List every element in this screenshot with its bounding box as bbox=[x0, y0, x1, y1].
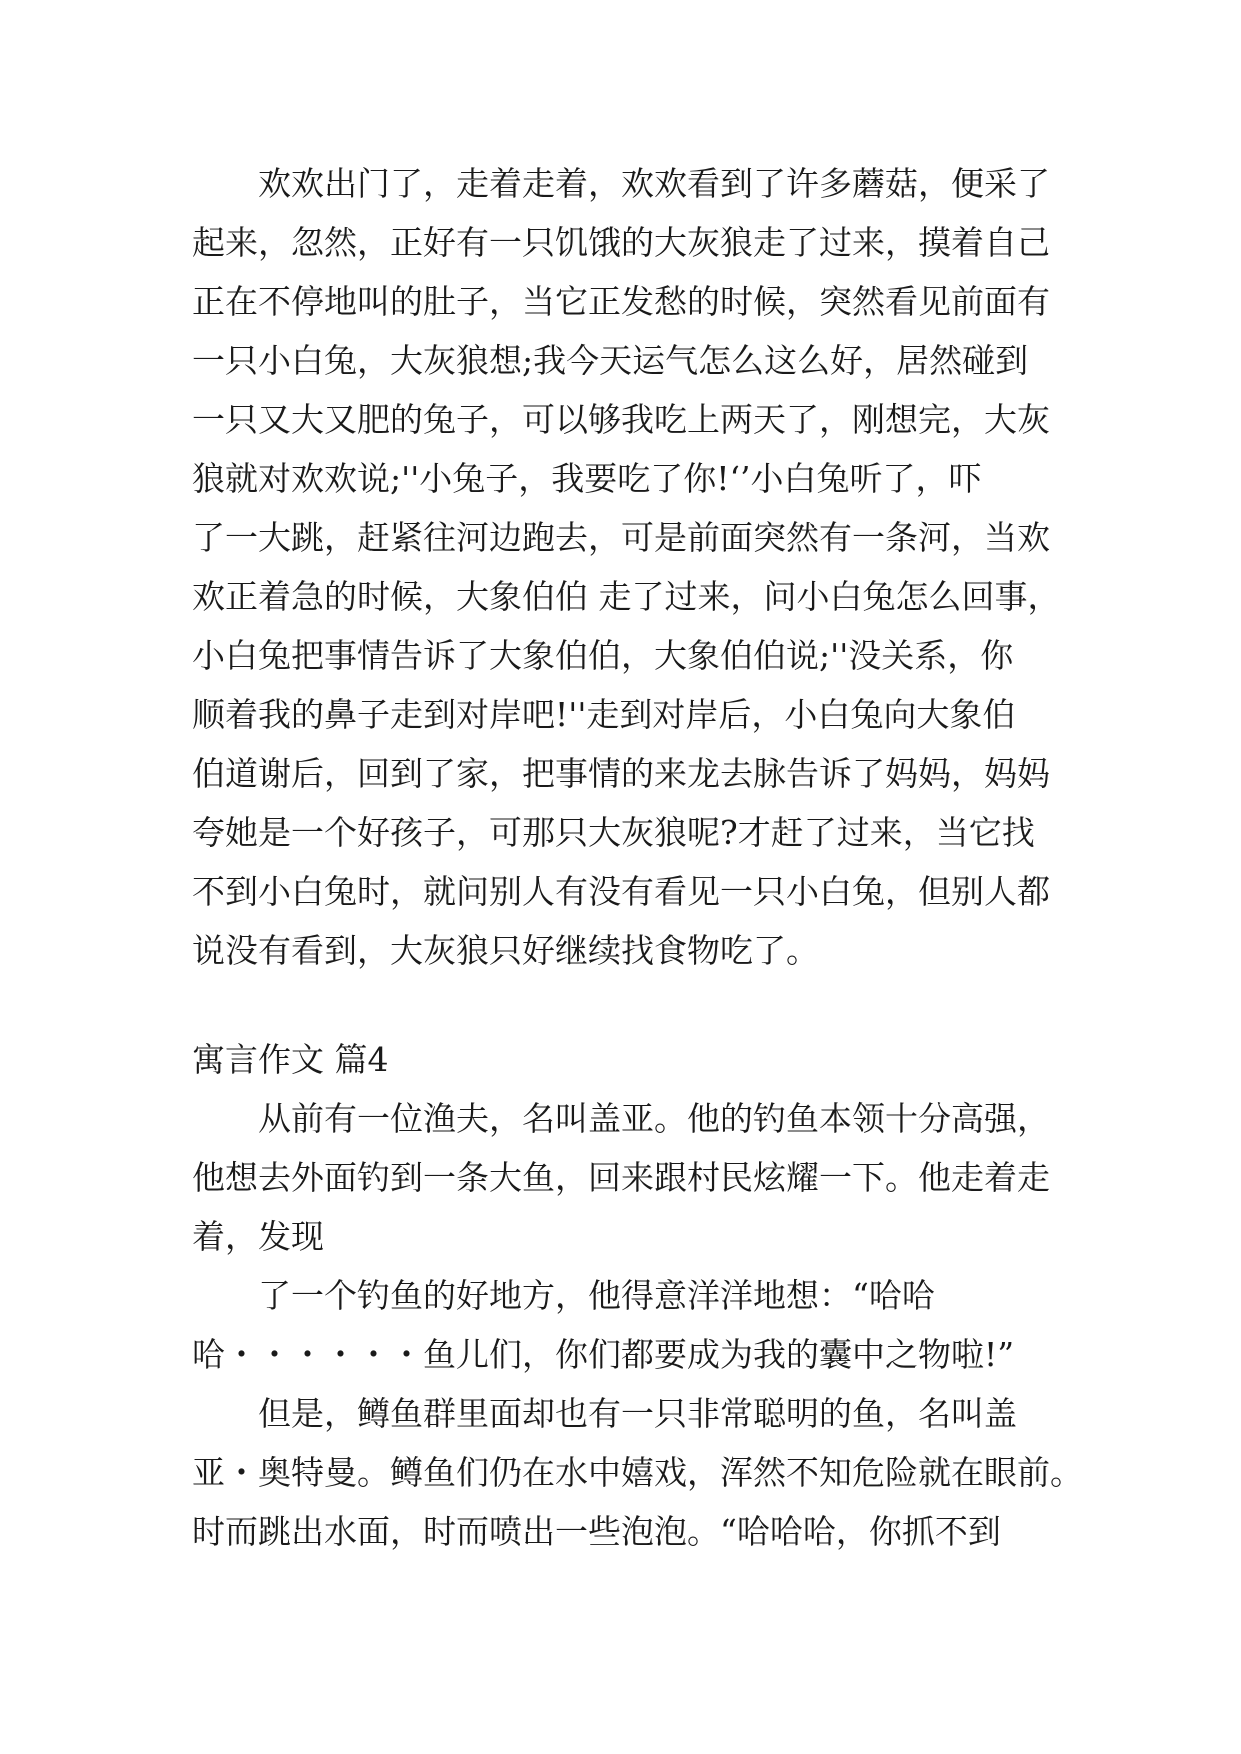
text-line: 小白兔把事情告诉了大象伯伯，大象伯伯说;''没关系，你 bbox=[192, 636, 1014, 675]
text-line: 正在不停地叫的肚子，当它正发愁的时候，突然看见前面有 bbox=[192, 282, 1050, 321]
text-line: 一只小白兔，大灰狼想;我今天运气怎么这么好，居然碰到 bbox=[192, 341, 1029, 380]
text-line: 时而跳出水面，时而喷出一些泡泡。“哈哈哈，你抓不到 bbox=[192, 1512, 1001, 1551]
text-line: 欢正着急的时候，大象伯伯 走了过来，问小白兔怎么回事， bbox=[192, 577, 1061, 616]
text-line: 从前有一位渔夫，名叫盖亚。他的钓鱼本领十分高强， bbox=[192, 1099, 1050, 1138]
text-line: 哈・・・・・・鱼儿们，你们都要成为我的囊中之物啦!” bbox=[192, 1335, 1015, 1374]
text-line: 顺着我的鼻子走到对岸吧!''走到对岸后，小白兔向大象伯 bbox=[192, 695, 1016, 734]
text-line: 说没有看到，大灰狼只好继续找食物吃了。 bbox=[192, 931, 819, 970]
text-line: 夸她是一个好孩子，可那只大灰狼呢?才赶了过来，当它找 bbox=[192, 813, 1035, 852]
text-line: 起来，忽然，正好有一只饥饿的大灰狼走了过来，摸着自己 bbox=[192, 223, 1050, 262]
text-line: 伯道谢后，回到了家，把事情的来龙去脉告诉了妈妈，妈妈 bbox=[192, 754, 1050, 793]
text-line: 着，发现 bbox=[192, 1217, 324, 1256]
text-line: 亚・奥特曼。鳟鱼们仍在水中嬉戏，浑然不知危险就在眼前。 bbox=[192, 1453, 1083, 1492]
text-line: 了一个钓鱼的好地方，他得意洋洋地想：“哈哈 bbox=[192, 1276, 935, 1315]
text-line: 一只又大又肥的兔子，可以够我吃上两天了，刚想完，大灰 bbox=[192, 400, 1050, 439]
text-line: 不到小白兔时，就问别人有没有看见一只小白兔，但别人都 bbox=[192, 872, 1050, 911]
section-heading: 寓言作文 篇4 bbox=[192, 1040, 389, 1079]
text-line: 他想去外面钓到一条大鱼，回来跟村民炫耀一下。他走着走 bbox=[192, 1158, 1050, 1197]
text-line: 了一大跳，赶紧往河边跑去，可是前面突然有一条河，当欢 bbox=[192, 518, 1050, 557]
text-line: 但是，鳟鱼群里面却也有一只非常聪明的鱼，名叫盖 bbox=[192, 1394, 1017, 1433]
text-line: 欢欢出门了，走着走着，欢欢看到了许多蘑菇，便采了 bbox=[192, 164, 1050, 203]
text-line: 狼就对欢欢说;''小兔子，我要吃了你!‘’小白兔听了，吓 bbox=[192, 459, 982, 498]
